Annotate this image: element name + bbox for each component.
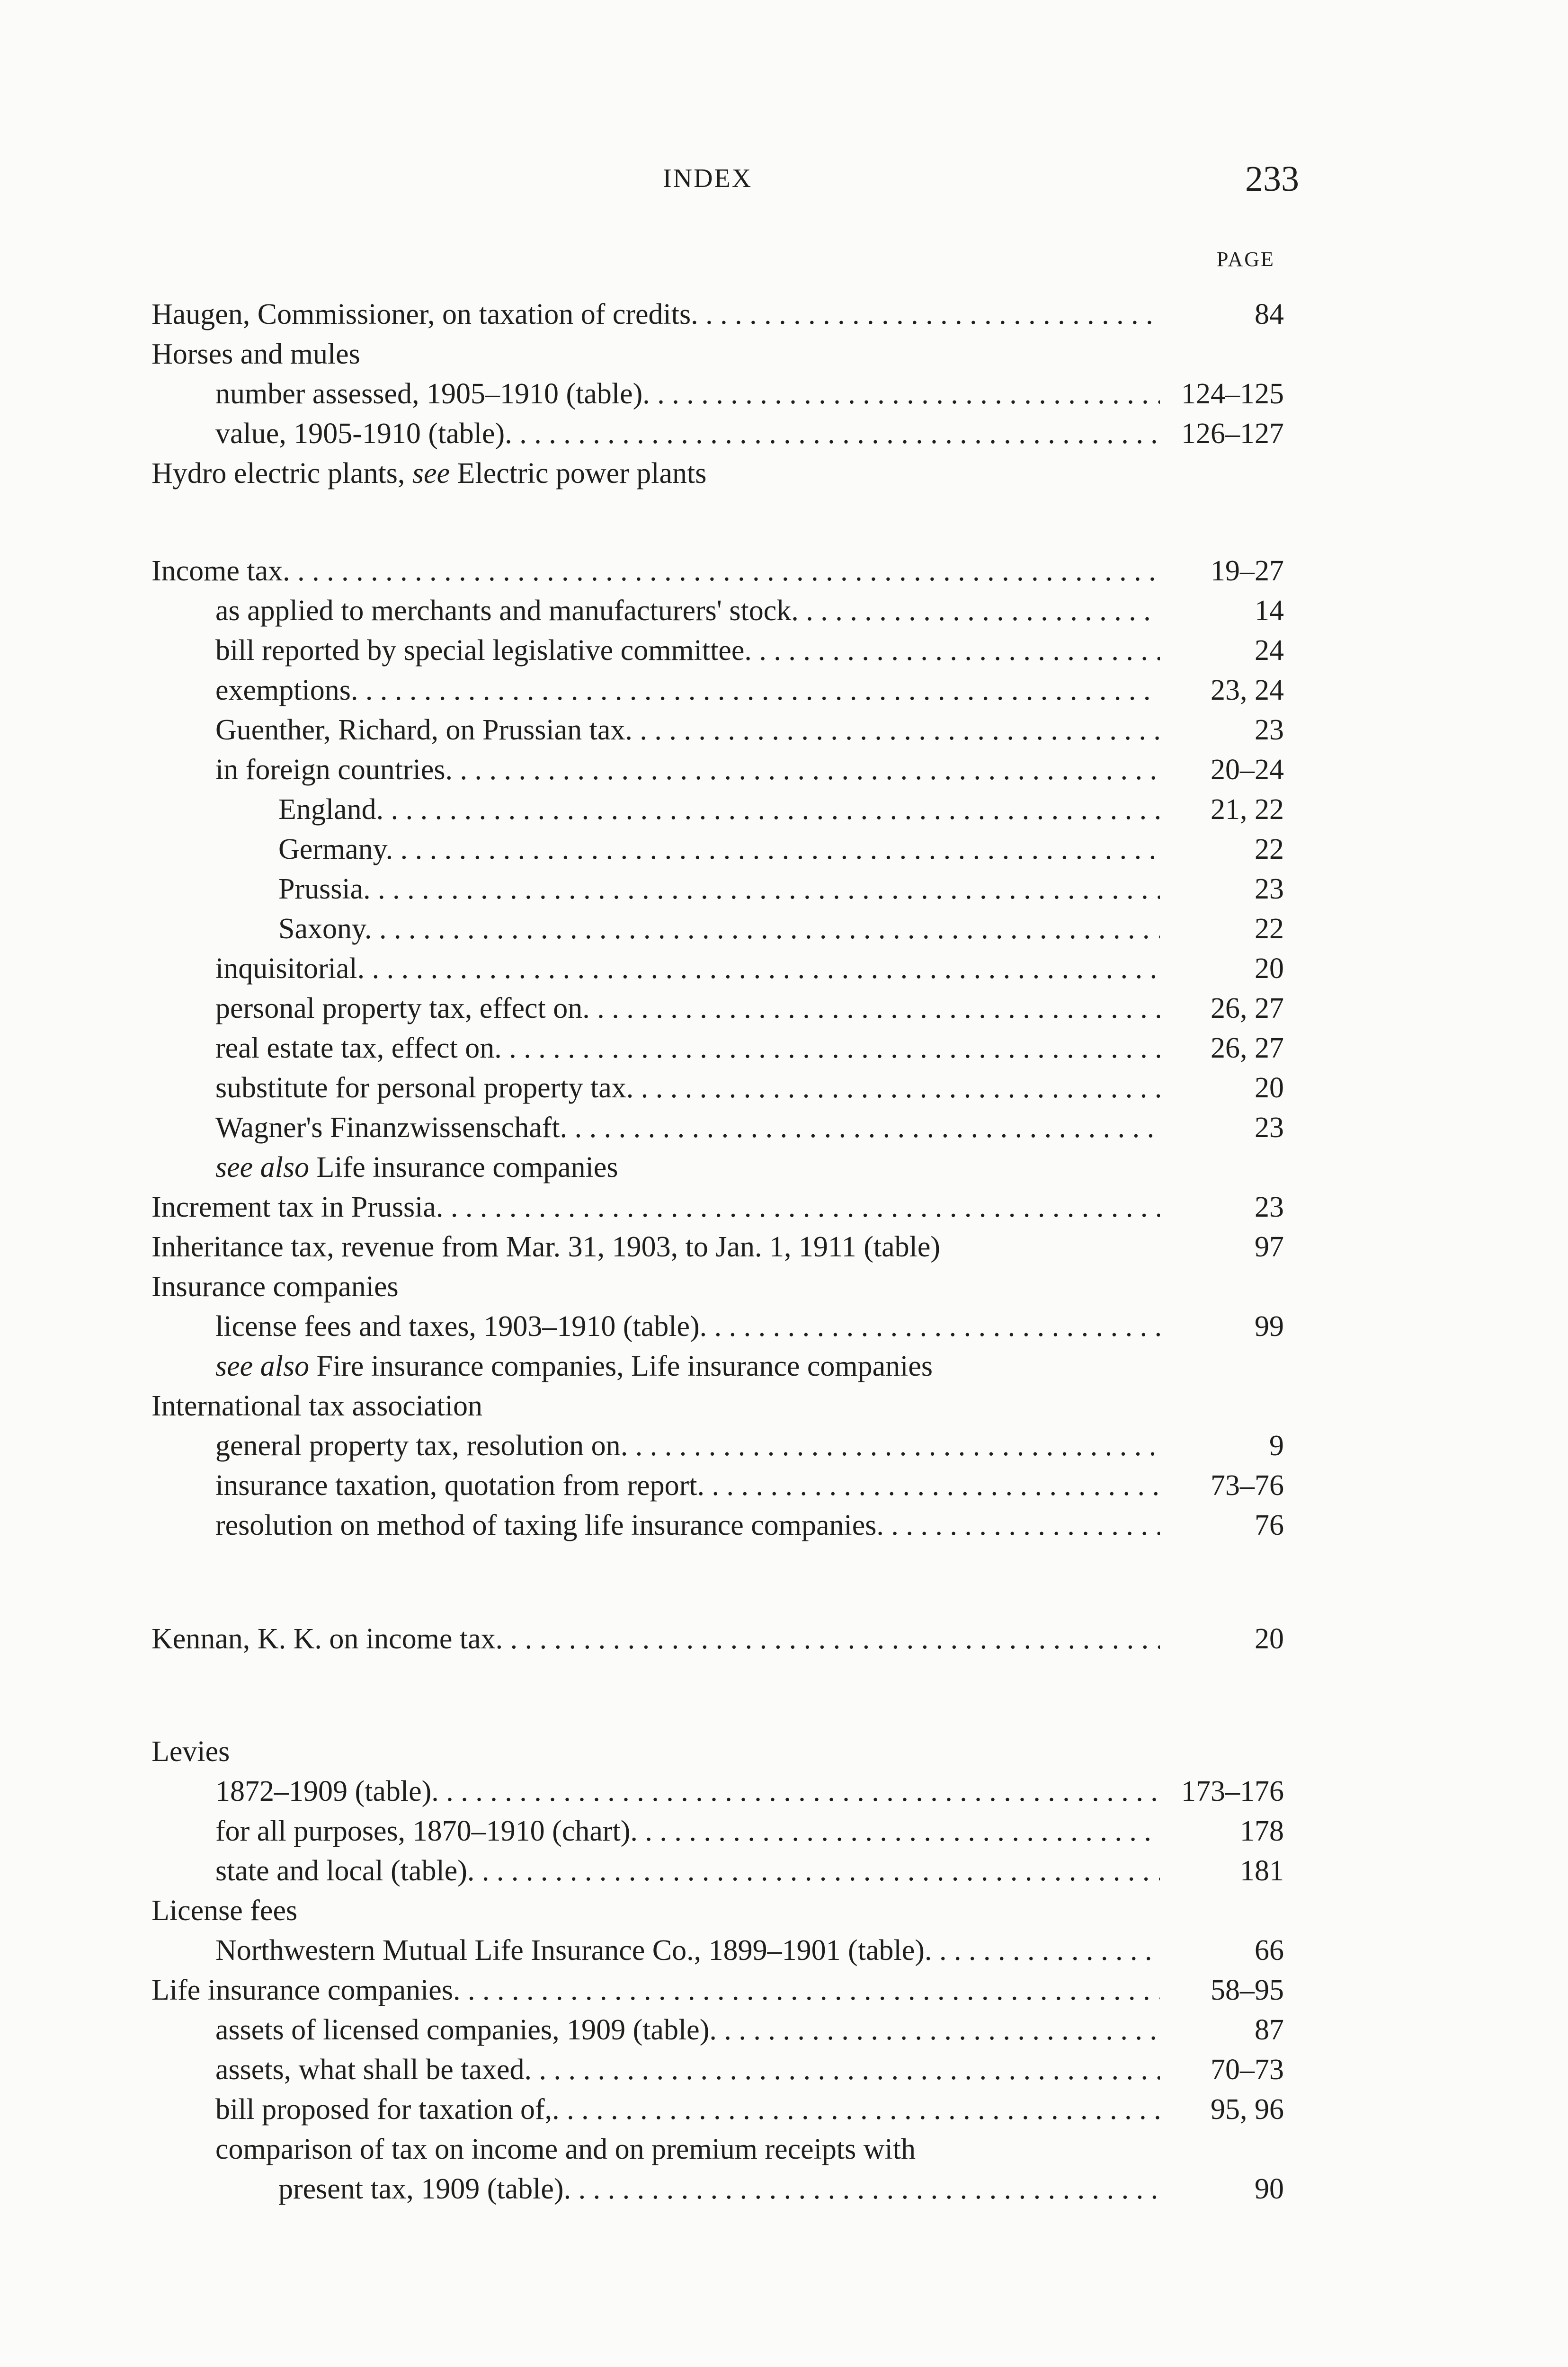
entry-text: England — [278, 793, 376, 826]
index-entry — [0, 869, 1568, 909]
index-entry — [0, 1466, 1568, 1505]
index-entry — [0, 454, 1568, 493]
entry-page-reference: 21, 22 — [1211, 793, 1284, 826]
index-entry — [0, 1426, 1568, 1466]
entry-heading — [215, 1771, 1160, 1811]
entry-page-reference: 95, 96 — [1211, 2093, 1284, 2126]
see-reference-target: Fire insurance companies, Life insurance companies — [316, 1350, 933, 1382]
entry-heading — [215, 988, 1160, 1028]
index-entry — [0, 1346, 1568, 1386]
see-reference-target: Life insurance companies — [316, 1151, 618, 1184]
entry-heading — [278, 790, 1160, 829]
entry-page-reference: 22 — [1255, 913, 1284, 945]
entry-page-reference: 20 — [1255, 1623, 1284, 1655]
entry-text: for all purposes, 1870–1910 (chart) — [215, 1815, 631, 1847]
index-entry — [0, 2010, 1568, 2050]
entry-heading — [215, 414, 1160, 454]
see-reference-target: Electric power plants — [457, 457, 707, 489]
index-entry — [0, 750, 1568, 790]
index-entry — [0, 1028, 1568, 1068]
entry-page-reference: 181 — [1240, 1855, 1284, 1887]
entry-text: Inheritance tax, revenue from Mar. 31, 1903, to Jan. 1, 1911 (table) — [151, 1231, 941, 1263]
entry-page-reference: 87 — [1255, 2014, 1284, 2046]
entry-text: bill reported by special legislative committee — [215, 634, 745, 667]
entry-text: exemptions — [215, 674, 351, 706]
index-entry — [0, 1732, 1568, 1771]
index-entry — [0, 1227, 1568, 1267]
entry-heading — [151, 1619, 1160, 1659]
entry-text: 1872–1909 (table) — [215, 1775, 432, 1807]
entry-page-reference: 84 — [1255, 298, 1284, 330]
entry-page-reference: 178 — [1240, 1815, 1284, 1847]
entry-heading — [151, 1970, 1160, 2010]
entry-text: Increment tax in Prussia — [151, 1191, 436, 1223]
entry-heading — [215, 1148, 1160, 1187]
entry-text: inquisitorial — [215, 952, 357, 985]
entry-page-reference: 20–24 — [1211, 754, 1284, 786]
entry-heading — [215, 631, 1160, 670]
index-entry — [0, 1811, 1568, 1851]
entry-text: present tax, 1909 (table) — [278, 2173, 564, 2205]
entry-page-reference: 66 — [1255, 1934, 1284, 1967]
entry-heading — [215, 1811, 1160, 1851]
entry-heading — [151, 1227, 1160, 1267]
entry-page-reference: 24 — [1255, 634, 1284, 667]
index-entry — [0, 631, 1568, 670]
entry-text: personal property tax, effect on — [215, 992, 583, 1024]
index-entry — [0, 1108, 1568, 1148]
index-entry — [0, 2169, 1568, 2209]
page-column-label: PAGE — [1217, 248, 1275, 271]
index-entry — [0, 710, 1568, 750]
entry-heading — [151, 454, 1160, 493]
entry-heading — [215, 1068, 1160, 1108]
entry-page-reference: 23 — [1255, 1191, 1284, 1223]
index-entry — [0, 988, 1568, 1028]
entry-heading — [151, 551, 1160, 591]
entry-heading — [151, 1267, 1160, 1307]
index-entry — [0, 294, 1568, 334]
entry-text: substitute for personal property tax — [215, 1072, 626, 1104]
index-entry — [0, 1386, 1568, 1426]
entry-page-reference: 58–95 — [1211, 1974, 1284, 2006]
entry-page-reference: 73–76 — [1211, 1469, 1284, 1502]
entry-text: assets of licensed companies, 1909 (table) — [215, 2014, 710, 2046]
entry-heading — [151, 1891, 1160, 1931]
index-entry — [0, 790, 1568, 829]
entry-heading — [278, 829, 1160, 869]
entry-text: Guenther, Richard, on Prussian tax — [215, 714, 625, 746]
entry-page-reference: 22 — [1255, 833, 1284, 865]
entry-page-reference: 23, 24 — [1211, 674, 1284, 706]
page-number: 233 — [1245, 159, 1299, 199]
entry-heading — [215, 2129, 1160, 2169]
entry-text: real estate tax, effect on — [215, 1032, 495, 1064]
see-reference-label: see also — [215, 1151, 310, 1184]
entry-text: Levies — [151, 1735, 230, 1768]
index-entry — [0, 1068, 1568, 1108]
entry-text: in foreign countries — [215, 754, 445, 786]
index-entry — [0, 1851, 1568, 1891]
entry-page-reference: 97 — [1255, 1231, 1284, 1263]
index-entry — [0, 1505, 1568, 1545]
index-entry — [0, 551, 1568, 591]
index-entry — [0, 374, 1568, 414]
entry-text: state and local (table) — [215, 1855, 467, 1887]
see-reference-label: see — [412, 457, 450, 489]
entry-heading — [151, 334, 1160, 374]
entry-text: as applied to merchants and manufacturers' stock — [215, 595, 792, 627]
entry-text: Life insurance companies — [151, 1974, 453, 2006]
entry-page-reference: 23 — [1255, 873, 1284, 905]
entry-heading — [215, 1108, 1160, 1148]
entry-heading — [278, 909, 1160, 949]
entry-heading — [215, 1426, 1160, 1466]
entry-heading — [215, 1931, 1160, 1970]
index-entry — [0, 909, 1568, 949]
entry-page-reference: 173–176 — [1181, 1775, 1284, 1807]
entry-text: comparison of tax on income and on premium receipts with — [215, 2133, 916, 2165]
entry-heading — [215, 1307, 1160, 1346]
entry-text: general property tax, resolution on — [215, 1430, 621, 1462]
entry-text: Prussia — [278, 873, 364, 905]
entry-page-reference: 70–73 — [1211, 2054, 1284, 2086]
index-entry — [0, 591, 1568, 631]
entry-page-reference: 9 — [1269, 1430, 1284, 1462]
entry-heading — [278, 2169, 1160, 2209]
entry-text: resolution on method of taxing life insurance companies — [215, 1509, 877, 1541]
entry-heading — [215, 374, 1160, 414]
index-entry — [0, 2129, 1568, 2169]
index-entry — [0, 1187, 1568, 1227]
entry-page-reference: 26, 27 — [1211, 1032, 1284, 1064]
entry-heading — [151, 294, 1160, 334]
entry-heading — [215, 1505, 1160, 1545]
entry-text: license fees and taxes, 1903–1910 (table) — [215, 1310, 700, 1343]
entry-heading — [215, 591, 1160, 631]
entry-page-reference: 23 — [1255, 1112, 1284, 1144]
entry-text: bill proposed for taxation of, — [215, 2093, 552, 2126]
entry-page-reference: 20 — [1255, 1072, 1284, 1104]
entry-text: Northwestern Mutual Life Insurance Co., 1899–1901 (table) — [215, 1934, 925, 1967]
entry-text: Horses and mules — [151, 338, 360, 370]
index-entry — [0, 1307, 1568, 1346]
entry-text: Wagner's Finanzwissenschaft — [215, 1112, 560, 1144]
entry-heading — [215, 2050, 1160, 2090]
index-entry — [0, 2050, 1568, 2090]
see-reference-label: see also — [215, 1350, 310, 1382]
entry-text: Insurance companies — [151, 1271, 399, 1303]
entry-text: License fees — [151, 1895, 298, 1927]
index-entry — [0, 1619, 1568, 1659]
entry-text: Kennan, K. K. on income tax — [151, 1623, 496, 1655]
index-entry — [0, 949, 1568, 988]
entry-heading — [215, 1028, 1160, 1068]
index-entry — [0, 1931, 1568, 1970]
running-header-title: INDEX — [663, 164, 753, 193]
entry-heading — [215, 750, 1160, 790]
index-entry — [0, 1771, 1568, 1811]
entry-page-reference: 76 — [1255, 1509, 1284, 1541]
entry-page-reference: 124–125 — [1181, 378, 1284, 410]
entry-page-reference: 14 — [1255, 595, 1284, 627]
entry-heading — [215, 2090, 1160, 2129]
index-entry — [0, 670, 1568, 710]
entry-page-reference: 90 — [1255, 2173, 1284, 2205]
entry-page-reference: 126–127 — [1181, 418, 1284, 450]
index-entry — [0, 1970, 1568, 2010]
index-entry — [0, 1267, 1568, 1307]
entry-heading — [278, 869, 1160, 909]
index-entry — [0, 2090, 1568, 2129]
entry-heading — [151, 1386, 1160, 1426]
entry-text: Germany — [278, 833, 386, 865]
entry-text: International tax association — [151, 1390, 482, 1422]
entry-page-reference: 23 — [1255, 714, 1284, 746]
entry-text: Haugen, Commissioner, on taxation of credits — [151, 298, 691, 330]
entry-heading — [215, 1346, 1160, 1386]
index-entry — [0, 1891, 1568, 1931]
entry-heading — [151, 1732, 1160, 1771]
index-entry — [0, 414, 1568, 454]
entry-heading — [215, 1851, 1160, 1891]
entry-page-reference: 99 — [1255, 1310, 1284, 1343]
entry-text: insurance taxation, quotation from report — [215, 1469, 697, 1502]
entry-text: Saxony — [278, 913, 365, 945]
entry-heading — [151, 1187, 1160, 1227]
entry-page-reference: 26, 27 — [1211, 992, 1284, 1024]
entry-text: value, 1905-1910 (table) — [215, 418, 505, 450]
entry-page-reference: 20 — [1255, 952, 1284, 985]
entry-page-reference: 19–27 — [1211, 555, 1284, 587]
entry-text: Income tax — [151, 555, 283, 587]
index-entry — [0, 1148, 1568, 1187]
entry-heading — [215, 1466, 1160, 1505]
entry-heading — [215, 2010, 1160, 2050]
index-entry — [0, 334, 1568, 374]
entry-text: Hydro electric plants, — [151, 457, 405, 489]
entry-heading — [215, 710, 1160, 750]
entry-text: assets, what shall be taxed — [215, 2054, 525, 2086]
entry-heading — [215, 670, 1160, 710]
index-entry — [0, 829, 1568, 869]
entry-heading — [215, 949, 1160, 988]
entry-text: number assessed, 1905–1910 (table) — [215, 378, 643, 410]
